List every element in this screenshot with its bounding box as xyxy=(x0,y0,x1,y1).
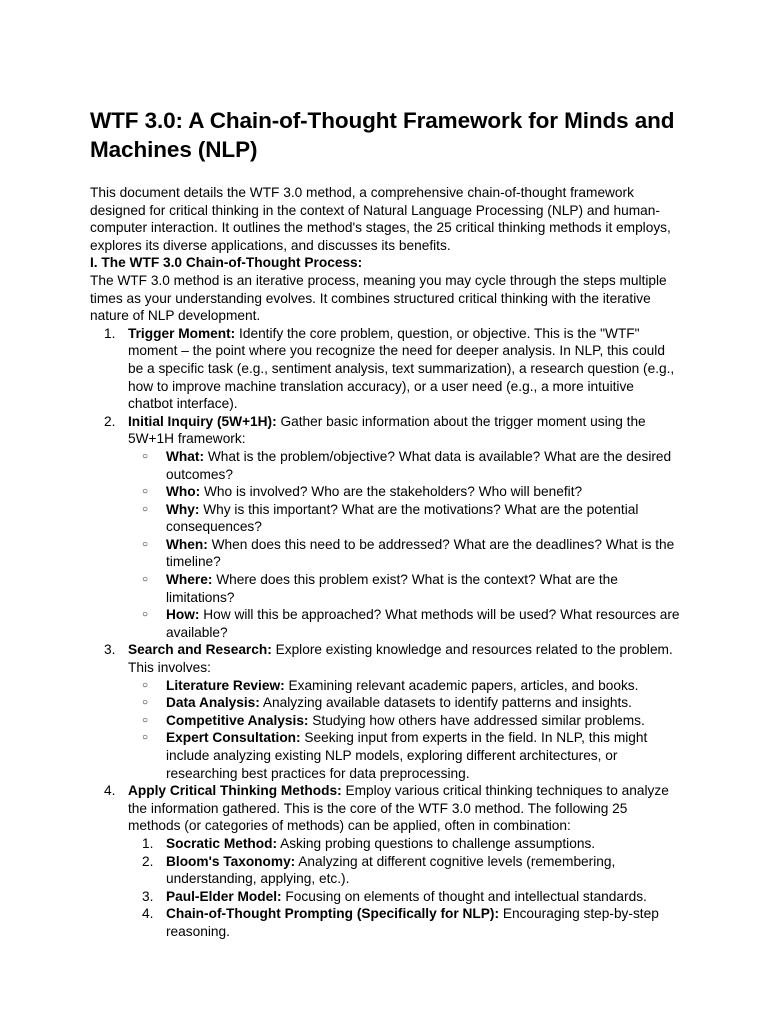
bullet-list xyxy=(128,677,680,783)
method-number: 2. xyxy=(142,853,154,869)
bullet-text: Seeking input from experts in the field. In NLP, this might include analyzing existing NLP models, exploring different architectures, or researching best practices for data preprocessing. xyxy=(166,730,648,781)
step-label: Trigger Moment: xyxy=(128,325,236,341)
bullet-item xyxy=(142,694,680,712)
bullet-text: Studying how others have addressed similar problems. xyxy=(308,712,645,728)
step-text: Explore existing knowledge and resources related to the problem. This involves: xyxy=(128,642,673,676)
circle-bullet-icon: ○ xyxy=(142,714,149,726)
method-item xyxy=(142,835,680,853)
bullet-label: Competitive Analysis: xyxy=(166,712,309,728)
bullet-label: Where: xyxy=(166,572,213,588)
methods-list xyxy=(128,835,680,941)
bullet-item xyxy=(142,677,680,695)
process-steps-list xyxy=(90,325,680,941)
process-step xyxy=(104,641,680,782)
method-item xyxy=(142,853,680,888)
bullet-item xyxy=(142,483,680,501)
bullet-label: Who: xyxy=(166,484,201,500)
bullet-item xyxy=(142,729,680,782)
process-step xyxy=(104,782,680,940)
bullet-text: What is the problem/objective? What data is available? What are the desired outcomes? xyxy=(166,448,672,482)
bullet-item xyxy=(142,501,680,536)
step-text: Gather basic information about the trigger moment using the 5W+1H framework: xyxy=(128,413,646,447)
bullet-item xyxy=(142,448,680,483)
bullet-text: Analyzing available datasets to identify patterns and insights. xyxy=(259,695,632,711)
bullet-text: How will this be approached? What methods will be used? What resources are available? xyxy=(166,607,680,640)
section-description: The WTF 3.0 method is an iterative process, meaning you may cycle through the steps multiple times as your understanding evolves. It combines structured critical thinking with the iterative nature of NLP development. xyxy=(90,272,667,324)
document-title: WTF 3.0: A Chain-of-Thought Framework for Minds and Machines (NLP) xyxy=(90,108,675,162)
circle-bullet-icon: ○ xyxy=(142,486,149,498)
circle-bullet-icon: ○ xyxy=(142,679,149,691)
step-number: 2. xyxy=(104,413,116,429)
bullet-label: How: xyxy=(166,607,200,623)
bullet-label: When: xyxy=(166,536,208,552)
bullet-item xyxy=(142,571,680,606)
method-item xyxy=(142,888,680,906)
document-page xyxy=(90,106,680,941)
step-number: 4. xyxy=(104,783,116,799)
bullet-label: Data Analysis: xyxy=(166,695,260,711)
circle-bullet-icon: ○ xyxy=(142,503,149,515)
section-heading: I. The WTF 3.0 Chain-of-Thought Process: xyxy=(90,255,363,271)
step-label: Search and Research: xyxy=(128,642,272,658)
bullet-text: Where does this problem exist? What is the context? What are the limitations? xyxy=(166,572,618,605)
method-text: Asking probing questions to challenge assumptions. xyxy=(277,835,596,851)
circle-bullet-icon: ○ xyxy=(142,732,149,744)
method-label: Chain-of-Thought Prompting (Specifically for NLP): xyxy=(166,906,500,922)
step-text: Employ various critical thinking techniques to analyze the information gathered. This is the core of the WTF 3.0 method. The following 25 methods (or categories of methods) can be applied, often in combination: xyxy=(128,783,669,834)
method-label: Socratic Method: xyxy=(166,835,278,851)
bullet-label: Literature Review: xyxy=(166,677,285,693)
method-item xyxy=(142,905,680,940)
bullet-list xyxy=(128,448,680,642)
intro-paragraph: This document details the WTF 3.0 method, a comprehensive chain-of-thought framework designed for critical thinking in the context of Natural Language Processing (NLP) and human-computer interaction. It outlines the method's stages, the 25 critical thinking methods it employs, explores its diverse applications, and discusses its benefits. xyxy=(90,185,671,253)
circle-bullet-icon: ○ xyxy=(142,697,149,709)
bullet-text: Why is this important? What are the motivations? What are the potential consequences? xyxy=(166,501,639,535)
method-number: 3. xyxy=(142,888,154,904)
method-label: Bloom's Taxonomy: xyxy=(166,853,296,869)
step-number: 1. xyxy=(104,325,116,341)
method-number: 1. xyxy=(142,835,154,851)
method-text: Encouraging step-by-step reasoning. xyxy=(166,906,659,939)
bullet-item xyxy=(142,606,680,641)
method-label: Paul-Elder Model: xyxy=(166,888,282,904)
method-text: Focusing on elements of thought and intellectual standards. xyxy=(281,888,647,904)
bullet-item xyxy=(142,536,680,571)
bullet-item xyxy=(142,712,680,730)
step-text: Identify the core problem, question, or objective. This is the "WTF" moment – the point where you recognize the need for deeper analysis. In NLP, this could be a specific task (e.g., sentiment analysis, text summarization), a research question (e.g., how to improve machine translation accuracy), or a user need (e.g., a more intuitive chatbot interface). xyxy=(128,325,675,412)
method-text: Analyzing at different cognitive levels (remembering, understanding, applying, etc.). xyxy=(166,853,616,887)
bullet-label: Why: xyxy=(166,501,200,517)
step-number: 3. xyxy=(104,642,116,658)
process-step xyxy=(104,413,680,642)
process-step xyxy=(104,325,680,413)
step-label: Initial Inquiry (5W+1H): xyxy=(128,413,277,429)
bullet-text: When does this need to be addressed? What are the deadlines? What is the timeline? xyxy=(166,536,675,570)
bullet-text: Examining relevant academic papers, articles, and books. xyxy=(284,677,639,693)
circle-bullet-icon: ○ xyxy=(142,450,149,462)
circle-bullet-icon: ○ xyxy=(142,538,149,550)
step-label: Apply Critical Thinking Methods: xyxy=(128,783,342,799)
circle-bullet-icon: ○ xyxy=(142,574,149,586)
circle-bullet-icon: ○ xyxy=(142,609,149,621)
bullet-text: Who is involved? Who are the stakeholders? Who will benefit? xyxy=(200,484,583,500)
method-number: 4. xyxy=(142,906,154,922)
bullet-label: What: xyxy=(166,448,205,464)
bullet-label: Expert Consultation: xyxy=(166,730,301,746)
